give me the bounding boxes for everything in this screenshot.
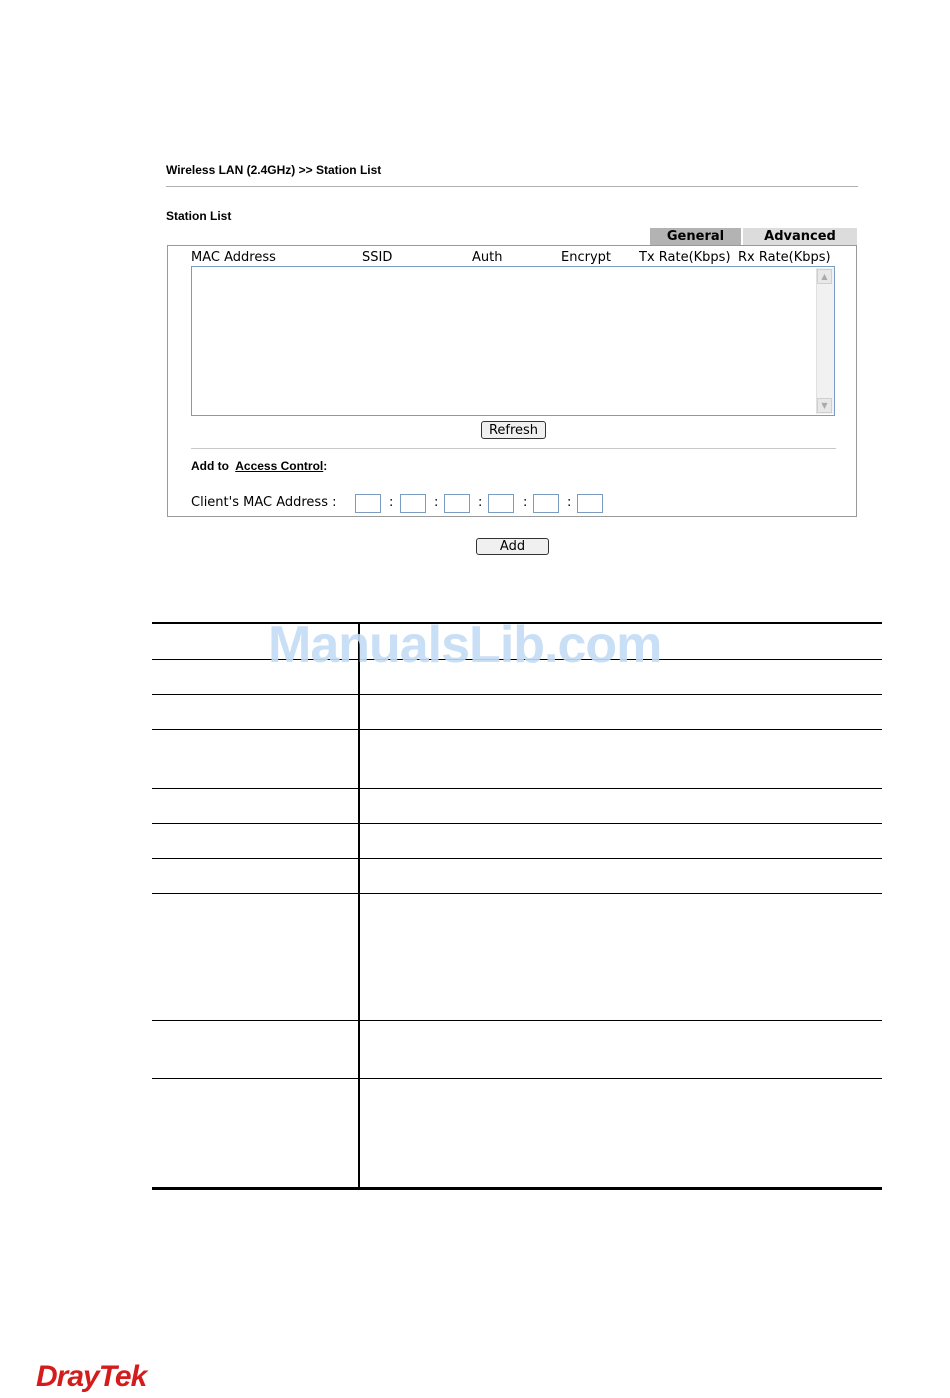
draytek-logo: DrayTek <box>36 1360 147 1393</box>
client-mac-address-label: Client's MAC Address : <box>191 495 337 510</box>
colon-text: : <box>323 459 328 473</box>
table-bottom-border <box>152 1187 882 1190</box>
page-title: Station List <box>166 209 232 223</box>
mac-octet-5-input[interactable] <box>533 494 559 513</box>
mac-separator: : <box>478 495 483 510</box>
table-column-divider <box>358 623 360 1189</box>
station-list-box[interactable] <box>191 266 835 416</box>
panel-divider <box>191 448 836 449</box>
scrollbar[interactable] <box>816 268 834 414</box>
tab-advanced[interactable]: Advanced <box>743 228 857 245</box>
table-row-divider <box>152 788 882 789</box>
mac-separator: : <box>523 495 528 510</box>
column-header-mac-address: MAC Address <box>191 250 276 265</box>
column-header-auth: Auth <box>472 250 503 265</box>
tab-general[interactable]: General <box>650 228 741 245</box>
scroll-down-icon[interactable]: ▼ <box>817 398 832 413</box>
refresh-button[interactable]: Refresh <box>481 421 546 439</box>
mac-separator: : <box>389 495 394 510</box>
table-row-divider <box>152 729 882 730</box>
add-to-access-control-label <box>191 459 327 473</box>
header-divider <box>166 186 858 187</box>
column-header-ssid: SSID <box>362 250 393 265</box>
column-header-encrypt: Encrypt <box>561 250 611 265</box>
mac-separator: : <box>567 495 572 510</box>
access-control-link[interactable]: Access Control <box>235 459 324 473</box>
mac-octet-4-input[interactable] <box>488 494 514 513</box>
scroll-up-icon[interactable]: ▲ <box>817 269 832 284</box>
table-row-divider <box>152 694 882 695</box>
mac-separator: : <box>434 495 439 510</box>
add-button[interactable]: Add <box>476 538 549 555</box>
column-header-tx-rate: Tx Rate(Kbps) <box>639 250 731 265</box>
column-header-rx-rate: Rx Rate(Kbps) <box>738 250 831 265</box>
table-row-divider <box>152 858 882 859</box>
mac-octet-1-input[interactable] <box>355 494 381 513</box>
mac-octet-6-input[interactable] <box>577 494 603 513</box>
table-row-divider <box>152 1078 882 1079</box>
table-row-divider <box>152 1020 882 1021</box>
add-to-text: Add to <box>191 459 229 473</box>
mac-octet-2-input[interactable] <box>400 494 426 513</box>
table-row-divider <box>152 823 882 824</box>
breadcrumb: Wireless LAN (2.4GHz) >> Station List <box>166 163 382 177</box>
watermark: ManualsLib.com <box>268 616 662 674</box>
mac-octet-3-input[interactable] <box>444 494 470 513</box>
table-row-divider <box>152 893 882 894</box>
